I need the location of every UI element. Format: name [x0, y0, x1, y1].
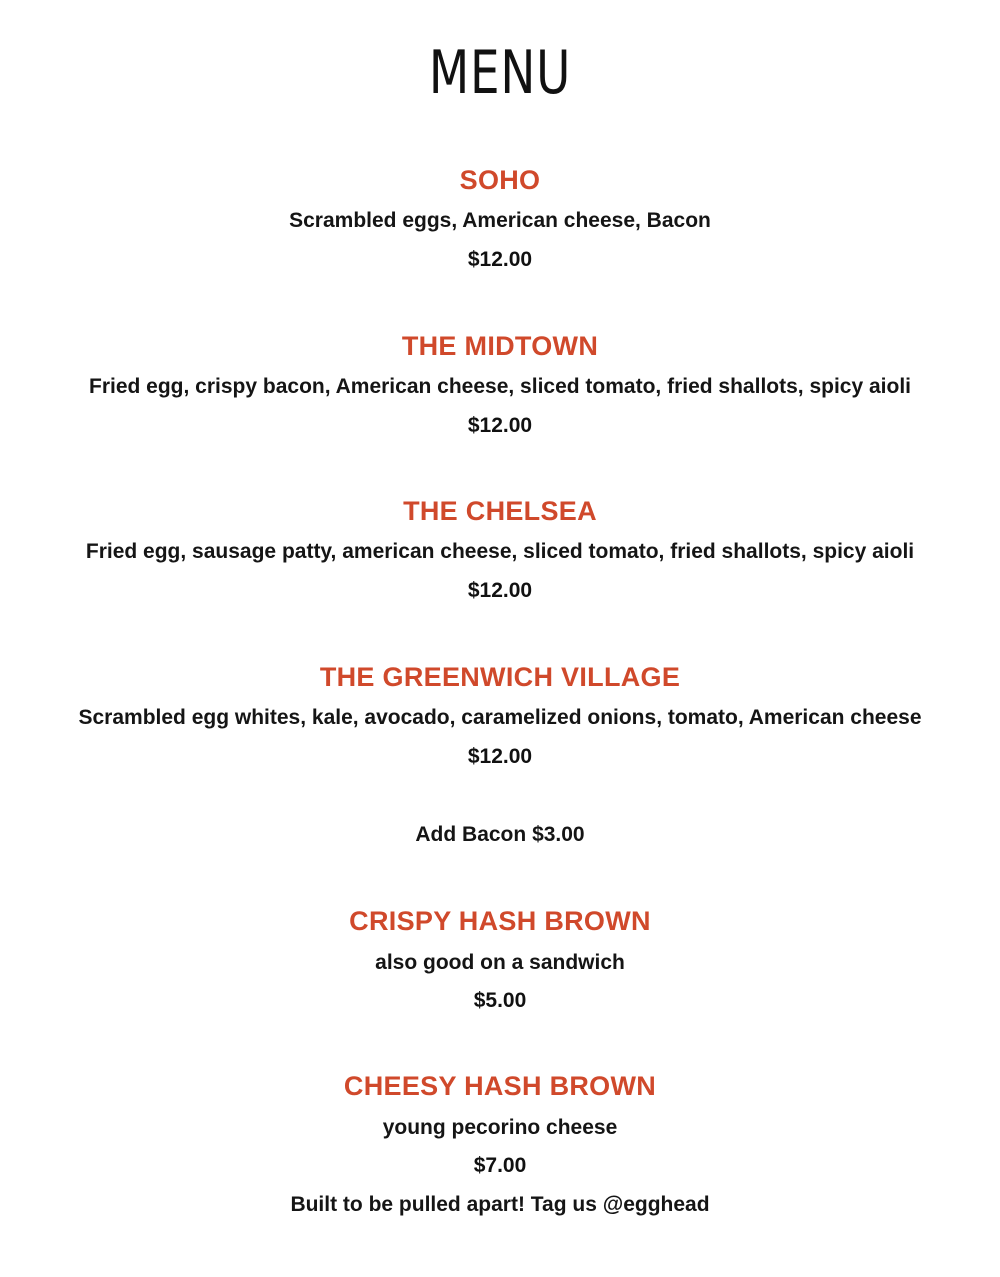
menu-item-description: Scrambled eggs, American cheese, Bacon — [289, 209, 711, 232]
menu-item-description: Fried egg, crispy bacon, American cheese, sliced tomato, fried shallots, spicy aioli — [89, 375, 911, 398]
menu-item-name: THE CHELSEA — [403, 496, 597, 526]
menu-item-name: THE MIDTOWN — [401, 331, 599, 361]
menu-item-price: $12.00 — [467, 579, 533, 602]
menu-title: MENU — [428, 38, 572, 108]
menu-item-price: $12.00 — [467, 414, 533, 437]
addon-price: $3.00 — [532, 823, 585, 846]
menu-item-name: SOHO — [459, 165, 541, 195]
menu-item-name: CHEESY HASH BROWN — [343, 1071, 657, 1101]
menu-item-name: CRISPY HASH BROWN — [349, 906, 651, 936]
menu-item-description: also good on a sandwich — [375, 951, 625, 974]
menu-item-name: THE GREENWICH VILLAGE — [319, 662, 681, 692]
menu-item-description: young pecorino cheese — [382, 1116, 618, 1139]
menu-item-price: $5.00 — [473, 989, 527, 1012]
footer-note: Built to be pulled apart! Tag us @egghead — [290, 1193, 710, 1216]
addon-label: Add Bacon — [415, 823, 527, 846]
menu-item-price: $12.00 — [467, 248, 533, 271]
addon-line — [0, 823, 1000, 847]
menu-item-price: $7.00 — [473, 1154, 527, 1177]
menu-item-description: Fried egg, sausage patty, american cheese, sliced tomato, fried shallots, spicy aioli — [85, 540, 915, 563]
menu-item-description: Scrambled egg whites, kale, avocado, caramelized onions, tomato, American cheese — [78, 706, 922, 729]
menu-item-price: $12.00 — [467, 745, 533, 768]
